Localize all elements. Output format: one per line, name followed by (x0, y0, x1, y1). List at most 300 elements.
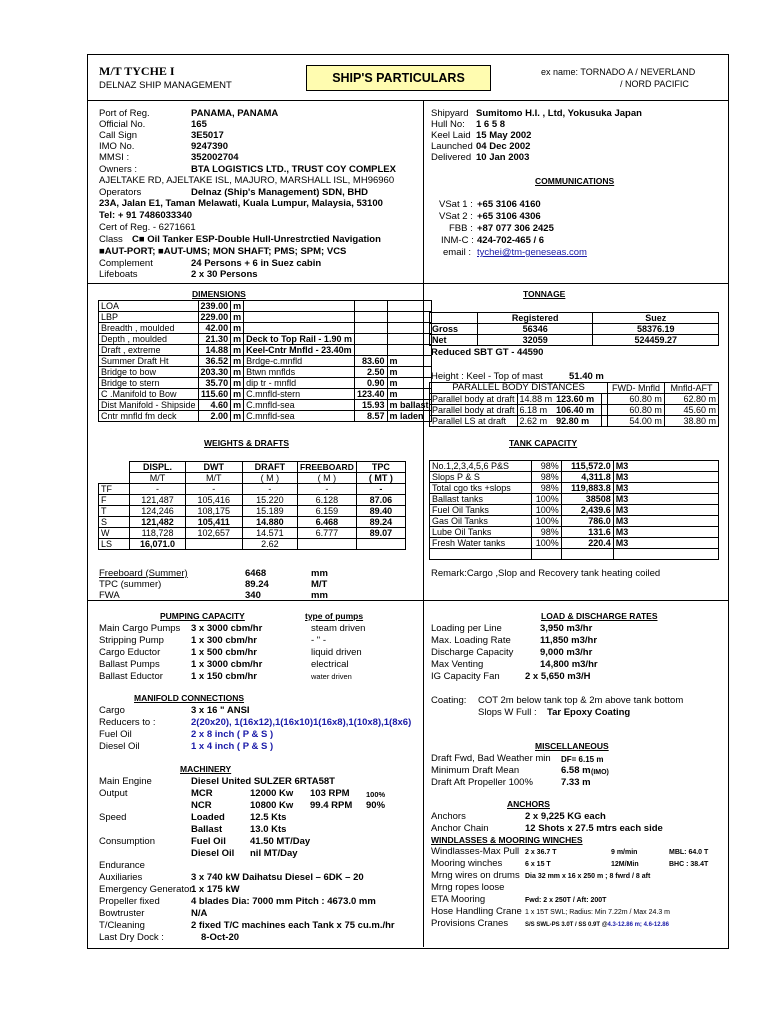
rate-label: Max Venting (431, 659, 484, 670)
speed-ballast-value: 13.0 Kts (250, 824, 287, 835)
bowthruster-value: N/A (191, 908, 208, 919)
weights-cell: 14.880 (242, 517, 297, 528)
tonnage-suez: 58376.19 (593, 324, 719, 335)
windlass-title: WINDLASSES & MOORING WINCHES (431, 835, 583, 845)
dimension-row (99, 356, 432, 367)
tank-cell: M3 (613, 516, 718, 527)
dimension-row (99, 345, 432, 356)
weights-cell: 105,416 (185, 495, 242, 506)
tonnage-label: Gross (430, 324, 478, 335)
tank-row (430, 549, 719, 560)
weights-cell: - (242, 484, 297, 495)
pump-capacity: 1 x 500 cbm/hr (191, 647, 258, 658)
propeller-value: 4 blades Dia: 7000 mm Pitch : 4673.0 mm (191, 896, 376, 907)
provisions-crane-value-b: 4.3-12.86 m; 4.6-12.86 (607, 922, 669, 928)
dimension-cell (387, 312, 431, 323)
dimension-cell: LOA (99, 301, 199, 312)
dimension-cell: m (387, 356, 431, 367)
pump-type: liquid driven (311, 647, 362, 658)
tpc-unit: M/T (311, 579, 328, 590)
parallel-body-cell: 6.18 m (517, 405, 554, 416)
hose-crane-label: Hose Handling Crane (431, 906, 522, 917)
tank-remark: Remark:Cargo ,Slop and Recovery tank heating coiled (431, 568, 661, 579)
tonnage-registered: 56346 (477, 324, 593, 335)
dimension-cell (244, 312, 355, 323)
tank-cell: 786.0 (561, 516, 613, 527)
dimension-row (99, 367, 432, 378)
ncr-percent: 90% (366, 800, 386, 811)
mooring-winches-value: 6 x 15 T (525, 861, 551, 868)
manifold-value: 2(20x20), 1(16x12),1(16x10)1(16x8),1(10x8),1(8x6) (191, 717, 412, 728)
tank-cell: M3 (613, 494, 718, 505)
weights-cell: 6.468 (298, 517, 357, 528)
weights-cell: 89.40 (356, 506, 405, 517)
parallel-body-cell: 45.60 m (664, 405, 718, 416)
weights-header: TPC (356, 462, 405, 473)
dimension-cell: 36.52 (198, 356, 231, 367)
communications-title: COMMUNICATIONS (535, 176, 615, 186)
draft-fwd-label: Draft Fwd, Bad Weather min (431, 753, 551, 764)
tank-cell: Fuel Oil Tanks (430, 505, 532, 516)
speed-loaded-value: 12.5 Kts (250, 812, 287, 823)
tank-cell: Gas Oil Tanks (430, 516, 532, 527)
dimension-cell: m (231, 389, 244, 400)
weights-cell: 15.189 (242, 506, 297, 517)
diesel-oil-value: nil MT/Day (250, 848, 298, 859)
parallel-body-col: Mnfld-AFT (664, 383, 718, 394)
class-notations: ■AUT-PORT; ■AUT-UMS; MON SHAFT; PMS; SPM; VCS (99, 246, 347, 257)
weights-unit: M/T (185, 473, 242, 484)
parallel-body-cell: 2.62 m (517, 416, 554, 427)
weights-cell: 6.159 (298, 506, 357, 517)
min-draft-label: Minimum Draft Mean (431, 765, 520, 776)
tonnage-table (429, 312, 719, 346)
pumping-title: PUMPING CAPACITY (160, 611, 245, 621)
parallel-body-cell: 92.80 m (554, 416, 601, 427)
comm-value: +65 3106 4306 (477, 211, 541, 222)
parallel-body-cell: 123.60 m (554, 394, 601, 405)
tank-cell: 98% (531, 472, 561, 483)
dimension-cell: m (231, 323, 244, 334)
dimension-cell: m (387, 389, 431, 400)
tank-cell: No.1,2,3,4,5,6 P&S (430, 461, 532, 472)
pump-capacity: 1 x 3000 cbm/hr (191, 659, 263, 670)
weights-cell: 2.62 (242, 539, 297, 550)
comm-value: +65 3106 4160 (477, 199, 541, 210)
owner-address: AJELTAKE RD, AJELTAKE ISL, MAJURO, MARSHALL ISL, MH96960 (99, 175, 395, 186)
dimension-cell: 4.60 (198, 400, 231, 411)
draft-aft-label: Draft Aft Propeller 100% (431, 777, 533, 788)
vessel-name: M/T TYCHE I (99, 64, 175, 78)
coating-label: Coating: (431, 695, 467, 706)
pump-label: Stripping Pump (99, 635, 164, 646)
pump-type: - " - (311, 635, 326, 646)
hose-crane-value: 1 x 15T SWL; Radius: Min 7.22m / Max 24.3 m (525, 909, 670, 916)
anchors-value: 2 x 9,225 KG each (525, 811, 606, 822)
dimension-cell: Dist Manifold - Shipside (99, 400, 199, 411)
dimension-cell (244, 301, 355, 312)
tank-row (430, 505, 719, 516)
tank-cell (561, 549, 613, 560)
tank-cell: M3 (613, 505, 718, 516)
manifold-label: Reducers to : (99, 717, 156, 728)
pump-type: steam driven (311, 623, 366, 634)
dimension-cell: m (387, 378, 431, 389)
dimension-row (99, 400, 432, 411)
diesel-oil-label: Diesel Oil (191, 848, 235, 859)
dimensions-table (98, 300, 432, 422)
registry-label: IMO No. (99, 141, 135, 152)
section-divider (423, 600, 728, 601)
load-discharge-title: LOAD & DISCHARGE RATES (541, 611, 658, 621)
weights-cell: - (130, 484, 185, 495)
dimension-cell: Draft , extreme (99, 345, 199, 356)
manifold-title: MANIFOLD CONNECTIONS (134, 693, 245, 703)
provisions-crane-value-a: S/S SWL-PS 3.0T / SS 0.9T @ (525, 922, 608, 928)
dimension-cell: Summer Draft Ht (99, 356, 199, 367)
fwa-unit: mm (311, 590, 328, 601)
dimension-cell: 123.40 (354, 389, 387, 400)
weights-header: DISPL. (130, 462, 185, 473)
mcr-rpm: 103 RPM (310, 788, 350, 799)
speed-loaded-label: Loaded (191, 812, 225, 823)
parallel-body-cell: Parallel LS at draft (430, 416, 518, 427)
eta-mooring-label: ETA Mooring (431, 894, 486, 905)
tank-row (430, 538, 719, 549)
dimension-cell: 2.00 (198, 411, 231, 422)
ncr-label: NCR (191, 800, 212, 811)
emergency-generator-value: 1 x 175 kW (191, 884, 240, 895)
weights-cell: F (99, 495, 130, 506)
weights-cell: 15.220 (242, 495, 297, 506)
dimension-cell: m (231, 356, 244, 367)
output-label: Output (99, 788, 128, 799)
weights-row (99, 517, 406, 528)
tonnage-title: TONNAGE (523, 289, 566, 299)
weights-cell: 118,728 (130, 528, 185, 539)
tank-cell: 220.4 (561, 538, 613, 549)
weights-cell: 87.06 (356, 495, 405, 506)
header-divider (87, 100, 728, 101)
email-link[interactable]: tychei@tm-geneseas.com (477, 247, 587, 258)
dimension-cell (387, 345, 431, 356)
main-engine-label: Main Engine (99, 776, 152, 787)
coating-line-2-label: Slops W Full : (478, 707, 537, 718)
dimension-cell: 229.00 (198, 312, 231, 323)
dimensions-title: DIMENSIONS (192, 289, 246, 299)
tank-cell: 100% (531, 516, 561, 527)
fwa-label: FWA (99, 590, 120, 601)
weights-cell: TF (99, 484, 130, 495)
dimension-cell: Btwn mnflds (244, 367, 355, 378)
reduced-sbt-gt: Reduced SBT GT - 44590 (431, 347, 544, 358)
dimension-cell: m (231, 301, 244, 312)
emergency-generator-label: Emergency Generator (99, 884, 193, 895)
fuel-oil-label: Fuel Oil (191, 836, 226, 847)
tank-cell: 2,439.6 (561, 505, 613, 516)
main-engine-value: Diesel United SULZER 6RTA58T (191, 776, 335, 787)
tpc-value: 89.24 (245, 579, 269, 590)
dimension-cell: 14.88 (198, 345, 231, 356)
pump-label: Cargo Eductor (99, 647, 161, 658)
dimension-cell: 0.90 (354, 378, 387, 389)
tonnage-header: Suez (593, 313, 719, 324)
tank-cell: M3 (613, 472, 718, 483)
comm-label: VSat 2 : (439, 211, 473, 222)
auxiliaries-label: Auxiliaries (99, 872, 143, 883)
weights-title: WEIGHTS & DRAFTS (204, 438, 289, 448)
weights-cell: LS (99, 539, 130, 550)
provisions-crane-label: Provisions Cranes (431, 918, 509, 929)
dimension-cell (387, 334, 431, 345)
pump-type-title: type of pumps (305, 611, 364, 621)
parallel-body-cell: 60.80 m (608, 405, 665, 416)
shipyard-label: Launched (431, 141, 473, 152)
cert-of-registry: Cert of Reg. - 6271661 (99, 222, 196, 233)
registry-value: 9247390 (191, 141, 228, 152)
weights-cell (298, 539, 357, 550)
shipyard-label: Hull No: (431, 119, 465, 130)
dimension-cell: dip tr - mnfld (244, 378, 355, 389)
shipyard-value: 04 Dec 2002 (476, 141, 531, 152)
speed-ballast-label: Ballast (191, 824, 223, 835)
coating-line-1: COT 2m below tank top & 2m above tank bottom (478, 695, 684, 706)
weights-header: FREEBOARD (298, 462, 357, 473)
weights-cell: W (99, 528, 130, 539)
rate-value: 2 x 5,650 m3/H (525, 671, 591, 682)
manager-name: DELNAZ SHIP MANAGEMENT (99, 80, 232, 91)
complement-value: 24 Persons + 6 in Suez cabin (191, 258, 322, 269)
tonnage-header (430, 313, 478, 324)
dimension-row (99, 389, 432, 400)
dimension-cell (244, 323, 355, 334)
manifold-label: Fuel Oil (99, 729, 132, 740)
dimension-cell: m (231, 400, 244, 411)
registry-value: PANAMA, PANAMA (191, 108, 279, 119)
dimension-cell: 8.57 (354, 411, 387, 422)
dimension-cell: m (231, 367, 244, 378)
weights-cell: 14.571 (242, 528, 297, 539)
coating-line-2-value: Tar Epoxy Coating (547, 707, 631, 718)
manifold-value: 3 x 16 " ANSI (191, 705, 250, 716)
dimension-cell: C .Manifold to Bow (99, 389, 199, 400)
parallel-body-cell: Parallel body at draft (430, 394, 518, 405)
rate-label: Max. Loading Rate (431, 635, 511, 646)
parallel-body-row (430, 394, 719, 405)
tank-cell: M3 (613, 461, 718, 472)
pump-label: Main Cargo Pumps (99, 623, 181, 634)
weights-cell: 89.07 (356, 528, 405, 539)
speed-label: Speed (99, 812, 127, 823)
dimension-cell (354, 301, 387, 312)
registry-label: Owners : (99, 164, 138, 175)
manifold-value: 2 x 8 inch ( P & S ) (191, 729, 274, 740)
height-value: 51.40 m (569, 371, 604, 382)
dimension-cell: m (231, 334, 244, 345)
tank-capacity-table (429, 460, 719, 560)
anchor-chain-value: 12 Shots x 27.5 mtrs each side (525, 823, 663, 834)
registry-value: 352002704 (191, 152, 239, 163)
weights-cell: - (298, 484, 357, 495)
parallel-body-cell: 106.40 m (554, 405, 601, 416)
ncr-power: 10800 Kw (250, 800, 294, 811)
section-divider (87, 283, 423, 284)
tank-cell: 119,883.8 (561, 483, 613, 494)
dimension-cell: 21.30 (198, 334, 231, 345)
weights-header: DRAFT (242, 462, 297, 473)
parallel-body-title: PARALLEL BODY DISTANCES (430, 383, 608, 394)
parallel-body-cell: 60.80 m (608, 394, 665, 405)
dimension-cell: m (231, 345, 244, 356)
propeller-label: Propeller fixed (99, 896, 160, 907)
manifold-value: 1 x 4 inch ( P & S ) (191, 741, 274, 752)
mooring-winches-bhc: BHC : 38.4T (669, 861, 709, 868)
mooring-winches-label: Mooring winches (431, 858, 503, 869)
weights-cell: 89.24 (356, 517, 405, 528)
dimension-cell: 239.00 (198, 301, 231, 312)
dimension-cell (354, 312, 387, 323)
shipyard-value: Sumitomo H.I. , Ltd, Yokusuka Japan (476, 108, 642, 119)
mooring-wires-value: Dia 32 mm x 16 x 250 m ; 8 fwrd / 8 aft (525, 873, 651, 880)
anchors-label: Anchors (431, 811, 466, 822)
tank-row (430, 483, 719, 494)
comm-label: VSat 1 : (439, 199, 473, 210)
draft-aft-value: 7.33 m (561, 777, 591, 788)
dimension-cell: m (387, 367, 431, 378)
tank-capacity-title: TANK CAPACITY (509, 438, 578, 448)
mcr-power: 12000 Kw (250, 788, 294, 799)
comm-label: FBB : (449, 223, 473, 234)
weights-unit: M/T (130, 473, 185, 484)
dimension-cell: m laden (387, 411, 431, 422)
weights-cell: - (356, 484, 405, 495)
dimension-cell: Brdge-c.mnfld (244, 356, 355, 367)
dimension-cell: Bridge to bow (99, 367, 199, 378)
pump-capacity: 1 x 300 cbm/hr (191, 635, 258, 646)
provisions-crane-value (525, 920, 669, 931)
pump-capacity: 3 x 3000 cbm/hr (191, 623, 263, 634)
weights-cell: - (185, 484, 242, 495)
weights-cell: 108,175 (185, 506, 242, 517)
freeboard-unit: mm (311, 568, 328, 579)
weights-cell: 121,487 (130, 495, 185, 506)
parallel-body-cell: 38.80 m (664, 416, 718, 427)
ex-name-line-2: / NORD PACIFIC (620, 79, 689, 89)
parallel-body-row (430, 416, 719, 427)
comm-value: +87 077 306 2425 (477, 223, 554, 234)
height-label: Height : Keel - Top of mast (431, 371, 543, 382)
dimension-cell: 35.70 (198, 378, 231, 389)
shipyard-value: 10 Jan 2003 (476, 152, 530, 163)
class-label: Class (99, 234, 123, 245)
complement-label: Complement (99, 258, 153, 269)
endurance-label: Endurance (99, 860, 145, 871)
dimension-row (99, 323, 432, 334)
dimension-row (99, 411, 432, 422)
mooring-wires-label: Mrng wires on drums (431, 870, 520, 881)
tank-cell: 100% (531, 505, 561, 516)
weights-cell: 6.128 (298, 495, 357, 506)
dimension-cell: 42.00 (198, 323, 231, 334)
fuel-oil-value: 41.50 MT/Day (250, 836, 311, 847)
dimension-cell: m (231, 411, 244, 422)
column-divider (423, 100, 424, 947)
weights-cell: 124,246 (130, 506, 185, 517)
miscellaneous-title: MISCELLANEOUS (535, 741, 609, 751)
dimension-cell (354, 345, 387, 356)
ncr-rpm: 99.4 RPM (310, 800, 353, 811)
tank-cell: Fresh Water tanks (430, 538, 532, 549)
weights-cell (356, 539, 405, 550)
mcr-label: MCR (191, 788, 213, 799)
dimension-row (99, 334, 432, 345)
registry-label: Port of Reg. (99, 108, 150, 119)
rate-label: Loading per Line (431, 623, 502, 634)
weights-unit: ( M ) (242, 473, 297, 484)
manifold-label: Diesel Oil (99, 741, 140, 752)
tonnage-registered: 32059 (477, 335, 593, 346)
dimension-cell: 115.60 (198, 389, 231, 400)
dimension-cell: Keel-Cntr Mnfld - 23.40m (244, 345, 355, 356)
tank-cleaning-value: 2 fixed T/C machines each Tank x 75 cu.m./hr (191, 920, 395, 931)
parallel-body-cell: 54.00 m (608, 416, 665, 427)
tank-cell: 4,311.8 (561, 472, 613, 483)
dimension-cell: m ballast (387, 400, 431, 411)
parallel-body-cell: 62.80 m (664, 394, 718, 405)
weights-unit: ( M ) (298, 473, 357, 484)
windlass-value: 2 x 36.7 T (525, 849, 557, 856)
windlass-speed: 9 m/min (611, 849, 638, 856)
dimension-cell (354, 334, 387, 345)
dimension-cell (387, 301, 431, 312)
pump-capacity: 1 x 150 cbm/hr (191, 671, 258, 682)
ex-name-line-1: ex name: TORNADO A / NEVERLAND (541, 67, 696, 77)
parallel-body-row (430, 405, 719, 416)
weights-row (99, 528, 406, 539)
tank-cleaning-label: T/Cleaning (99, 920, 145, 931)
lifeboats-value: 2 x 30 Persons (191, 269, 258, 280)
dimension-cell: 15.93 (354, 400, 387, 411)
mcr-percent: 100% (366, 790, 386, 799)
windlass-label: Windlasses-Max Pull (431, 846, 520, 857)
weights-cell: 16,071.0 (130, 539, 185, 550)
tank-cell: 98% (531, 461, 561, 472)
dimension-cell: 2.50 (354, 367, 387, 378)
windlass-mbl: MBL: 64.0 T (669, 849, 709, 856)
tank-cell (430, 549, 532, 560)
weights-row (99, 484, 406, 495)
manifold-label: Cargo (99, 705, 125, 716)
weights-cell: 121,482 (130, 517, 185, 528)
weights-cell: T (99, 506, 130, 517)
class-value: C■ Oil Tanker ESP-Double Hull-Unrestrctied Navigation (132, 234, 381, 245)
shipyard-value: 1 6 5 8 (476, 119, 506, 130)
rate-label: IG Capacity Fan (431, 671, 500, 682)
dimension-cell: 203.30 (198, 367, 231, 378)
comm-value: 424-702-465 / 6 (477, 235, 545, 246)
dimension-cell: Breadth , moulded (99, 323, 199, 334)
parallel-body-table (429, 382, 719, 427)
lifeboats-label: Lifeboats (99, 269, 138, 280)
pump-label: Ballast Eductor (99, 671, 163, 682)
dimension-cell: 83.60 (354, 356, 387, 367)
dry-dock-label: Last Dry Dock : (99, 932, 164, 943)
tank-cell: M3 (613, 538, 718, 549)
auxiliaries-value: 3 x 740 kW Daihatsu Diesel – 6DK – 20 (191, 872, 364, 883)
weights-cell: S (99, 517, 130, 528)
tpc-label: TPC (summer) (99, 579, 162, 590)
tank-row (430, 516, 719, 527)
